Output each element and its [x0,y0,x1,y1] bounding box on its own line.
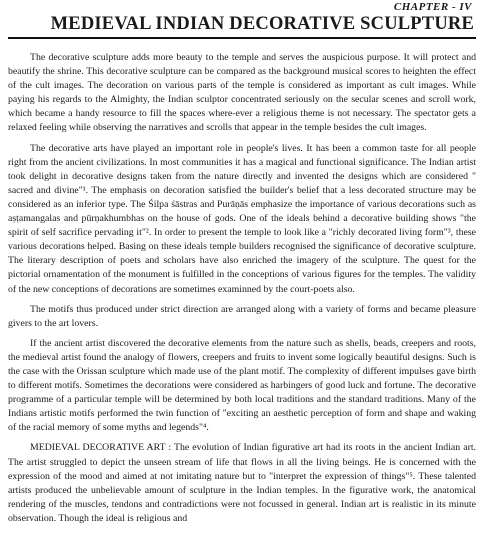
paragraph-5: MEDIEVAL DECORATIVE ART : The evolution of Indian figurative art had its roots in the ancient Indian art. The artist struggled to depict the unseen stream of life that flows in all the living beings. He is concerned with the expression of the mood and aimed at not imitating nature but to "interpret the expression of things"⁵. These talented artists produced the unbelievable amount of sculpture in the Indian temples. In the figurative work, the anatomical rendering of the muscles, tendons and contradictions were not focussed in general. Indian art is realistic in its minute observation. Though the ideal is religious and [8,442,476,524]
paragraph-1: The decorative sculpture adds more beauty to the temple and serves the auspicious purpose. It will protect and beautify the shrine. This decorative sculpture can be compared as the background musical scores to heighten the effect of the cult images. The decoration on various parts of the temple is considered as important as cult images. While paying his regards to the Almighty, the Indian sculptor concentrated seriously on the secular scenes and scroll work, which became a handy resource to fill the spaces where-ever a religious theme is not necessary. The spectator gets a relaxed feeling while observing the narratives and scrolls that appear in the temple besides the cult images. [8,52,476,134]
paragraph-4: If the ancient artist discovered the decorative elements from the nature such as shells, beads, creepers and roots, the medieval artist found the analogy of flowers, creepers and fruits to invent some logically beautiful designs. Such is the case with the Orissan sculpture which made use of the plant motif. The complexity of different impulses gave birth to different motifs. Sometimes the decorations were considered as harbingers of good luck and fortune. The decorative programme of a particular temple will be determined by both local traditions and the standard traditions. Many of the Indians artistic motifs performed the twin function of "exciting an aesthetic perception of form and shape and waking of the racial memory of some myths and legends"⁴. [8,337,476,434]
body-text [8,51,476,526]
chapter-label: CHAPTER - IV [393,1,472,13]
chapter-title: MEDIEVAL INDIAN DECORATIVE SCULPTURE [50,14,474,34]
paragraph-3: The motifs thus produced under strict direction are arranged along with a variety of forms and became pleasure givers to the art lovers. [8,303,476,329]
paragraph-2: The decorative arts have played an important role in people's lives. It has been a common taste for all people right from the ancient civilizations. In most communities it has a magical and functional significance. The Indian artist took delight in decorative designs taken from the nature directly and invented the designs which are considered " sacred and divine"¹. The emphasis on decoration satisfied the builder's belief that a less decorated structure may be considered as an inferior type. The Śilpa śāstras and Purāṇās emphasize the importance of various decorations such as aṣṭamangalas and pūrṇakhumbhas on the house of gods. One of the ideals behind a decorative building shows "the spirit of self sacrifice pervading it"². In order to present the temple to look like a "richly decorated living form"³, these various decorations helped. Basing on these ideals temple builders recognised the significance of decorative sculpture. The literary description of poets and scholars have also enriched the imagery of the sculpture. The quest for the pictorial ornamentation of the monument is fulfilled in the conceptions of various figures for the temples. The validity of the new conceptions of decorations are sometimes examinned by the court-poets also. [8,142,476,295]
title-rule [8,37,476,39]
